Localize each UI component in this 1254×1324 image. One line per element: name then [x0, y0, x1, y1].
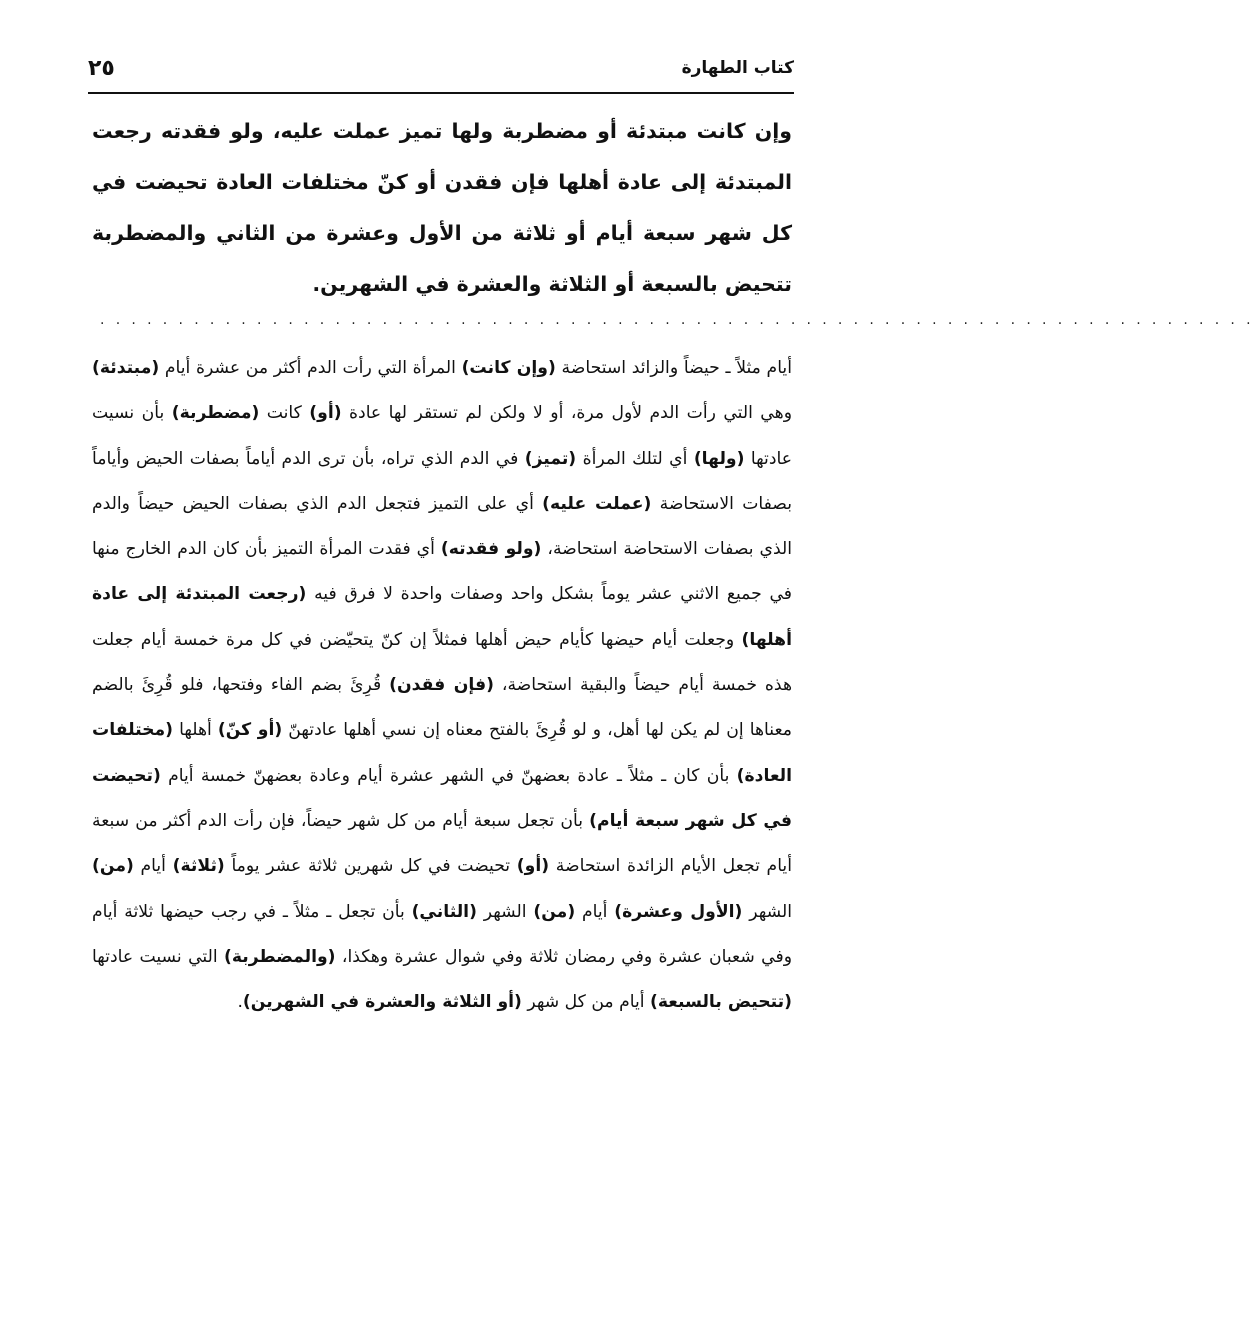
quoted-matn-phrase: (تحيضت في كل شهر سبعة أيام): [92, 765, 792, 831]
commentary-segment: أيام: [575, 901, 615, 922]
quoted-matn-phrase: (الثاني): [411, 901, 477, 922]
commentary-segment: أيام من كل شهر: [521, 992, 650, 1013]
page-header: [88, 48, 794, 88]
commentary-segment: بأن كان ـ مثلاً ـ عادة بعضهنّ في الشهر عشرة أيام وعادة بعضهنّ خمسة أيام: [160, 765, 737, 786]
commentary-segment: الشهر: [742, 901, 792, 922]
quoted-matn-phrase: (تتحيض بالسبعة): [649, 992, 792, 1013]
commentary-segment: الشهر: [476, 901, 534, 922]
commentary-segment: أهلها: [173, 720, 218, 741]
page-number: ٢٥: [88, 55, 115, 81]
commentary-segment: أي لتلك المرأة: [576, 448, 694, 469]
quoted-matn-phrase: (فإن فقدن): [389, 675, 494, 696]
commentary-segment: في الدم الذي تراه، بأن ترى الدم أياماً بصفات الحيض وأياماً بصفات الاستحاضة: [92, 448, 792, 514]
commentary-segment: بأن نسيت عادتها: [92, 403, 792, 469]
commentary-segment: وجعلت أيام حيضها كأيام حيض أهلها فمثلاً إن كنّ يتحيّضن في كل مرة خمسة أيام جعلت هذه خمسة أيام حيضاً والبقية استحاضة،: [92, 629, 793, 696]
commentary-segment: تحيضت في كل شهرين ثلاثة عشر يوماً: [224, 856, 517, 877]
commentary-segment: أي على التميز فتجعل الدم الذي بصفات الحيض حيضاً والدم الذي بصفات الاستحاضة استحاضة،: [92, 493, 792, 560]
quoted-matn-phrase: (ولها): [693, 448, 745, 469]
quoted-matn-phrase: (أو): [516, 856, 550, 877]
quoted-matn-phrase: (من): [92, 856, 134, 877]
commentary-segment: بأن تجعل ـ مثلاً ـ في رجب حيضها ثلاثة أيام وفي شعبان عشرة وفي رمضان ثلاثة وفي شوال عشرة وهكذا،: [92, 901, 792, 967]
commentary-segment: بأن تجعل سبعة أيام من كل شهر حيضاً، فإن رأت الدم أكثر من سبعة أيام تجعل الأيام الزائدة استحاضة: [92, 810, 792, 877]
commentary-segment: كانت: [259, 403, 310, 424]
quoted-matn-phrase: (الأول وعشرة): [614, 901, 743, 922]
commentary-segment: أيام: [133, 856, 173, 877]
commentary-segment: أيام مثلاً ـ حيضاً والزائد استحاضة: [555, 358, 792, 378]
commentary-segment: .: [237, 992, 243, 1013]
quoted-matn-phrase: (والمضطربة): [224, 946, 336, 967]
quoted-matn-phrase: (رجعت المبتدئة إلى عادة أهلها): [92, 584, 792, 650]
quoted-matn-phrase: (عملت عليه): [542, 493, 652, 514]
quoted-matn-phrase: (أو): [309, 403, 342, 424]
dotted-divider: . . . . . . . . . . . . . . . . . . . . . . . . . . . . . . . . . . . . . . . . . . . . . . . . . . . . . . . . . . . . . . . . . . . . . . . . . .: [100, 312, 1254, 328]
commentary-segment: أي فقدت المرأة التميز بأن كان الدم الخارج منها في جميع الاثني عشر يوماً بشكل واحد وصفات واحدة لا فرق فيه: [92, 539, 792, 605]
quoted-matn-phrase: (ولو فقدته): [440, 539, 542, 560]
quoted-matn-phrase: (مختلفات العادة): [92, 720, 792, 786]
commentary-segment: التي نسيت عادتها: [92, 946, 224, 967]
header-rule: [88, 92, 794, 94]
quoted-matn-phrase: (ثلاثة): [172, 856, 225, 877]
commentary-segment: وهي التي رأت الدم لأول مرة، أو لا ولكن لم تستقر لها عادة: [341, 403, 793, 424]
book-title: كتاب الطهارة: [681, 58, 794, 78]
quoted-matn-phrase: (تميز): [524, 448, 577, 469]
commentary-segment: قُرِئَ بضم الفاء وفتحها، فلو قُرِئَ بالضم معناها إن لم يكن لها أهل، و لو قُرِئَ بالفتح معناه إن نسي أهلها عادتهنّ: [92, 675, 792, 741]
quoted-matn-phrase: (أو الثلاثة والعشرة في الشهرين): [242, 992, 522, 1013]
quoted-matn-phrase: (مبتدئة): [92, 358, 160, 378]
commentary-segment: المرأة التي رأت الدم أكثر من عشرة أيام: [159, 358, 462, 378]
commentary-text: [92, 346, 792, 1025]
quoted-matn-phrase: (وإن كانت): [461, 358, 556, 378]
quoted-matn-phrase: (من): [533, 901, 576, 922]
quoted-matn-phrase: (أو كنّ): [217, 720, 283, 741]
main-text: وإن كانت مبتدئة أو مضطربة ولها تميز عملت عليه، ولو فقدته رجعت المبتدئة إلى عادة أهلها فإن فقدن أو كنّ مختلفات العادة تحيضت في كل شهر سبعة أيام أو ثلاثة من الأول وعشرة من الثاني والمضطربة تتحيض بالسبعة أو الثلاثة والعشرة في الشهرين.: [92, 119, 792, 296]
quoted-matn-phrase: (مضطربة): [171, 403, 260, 424]
